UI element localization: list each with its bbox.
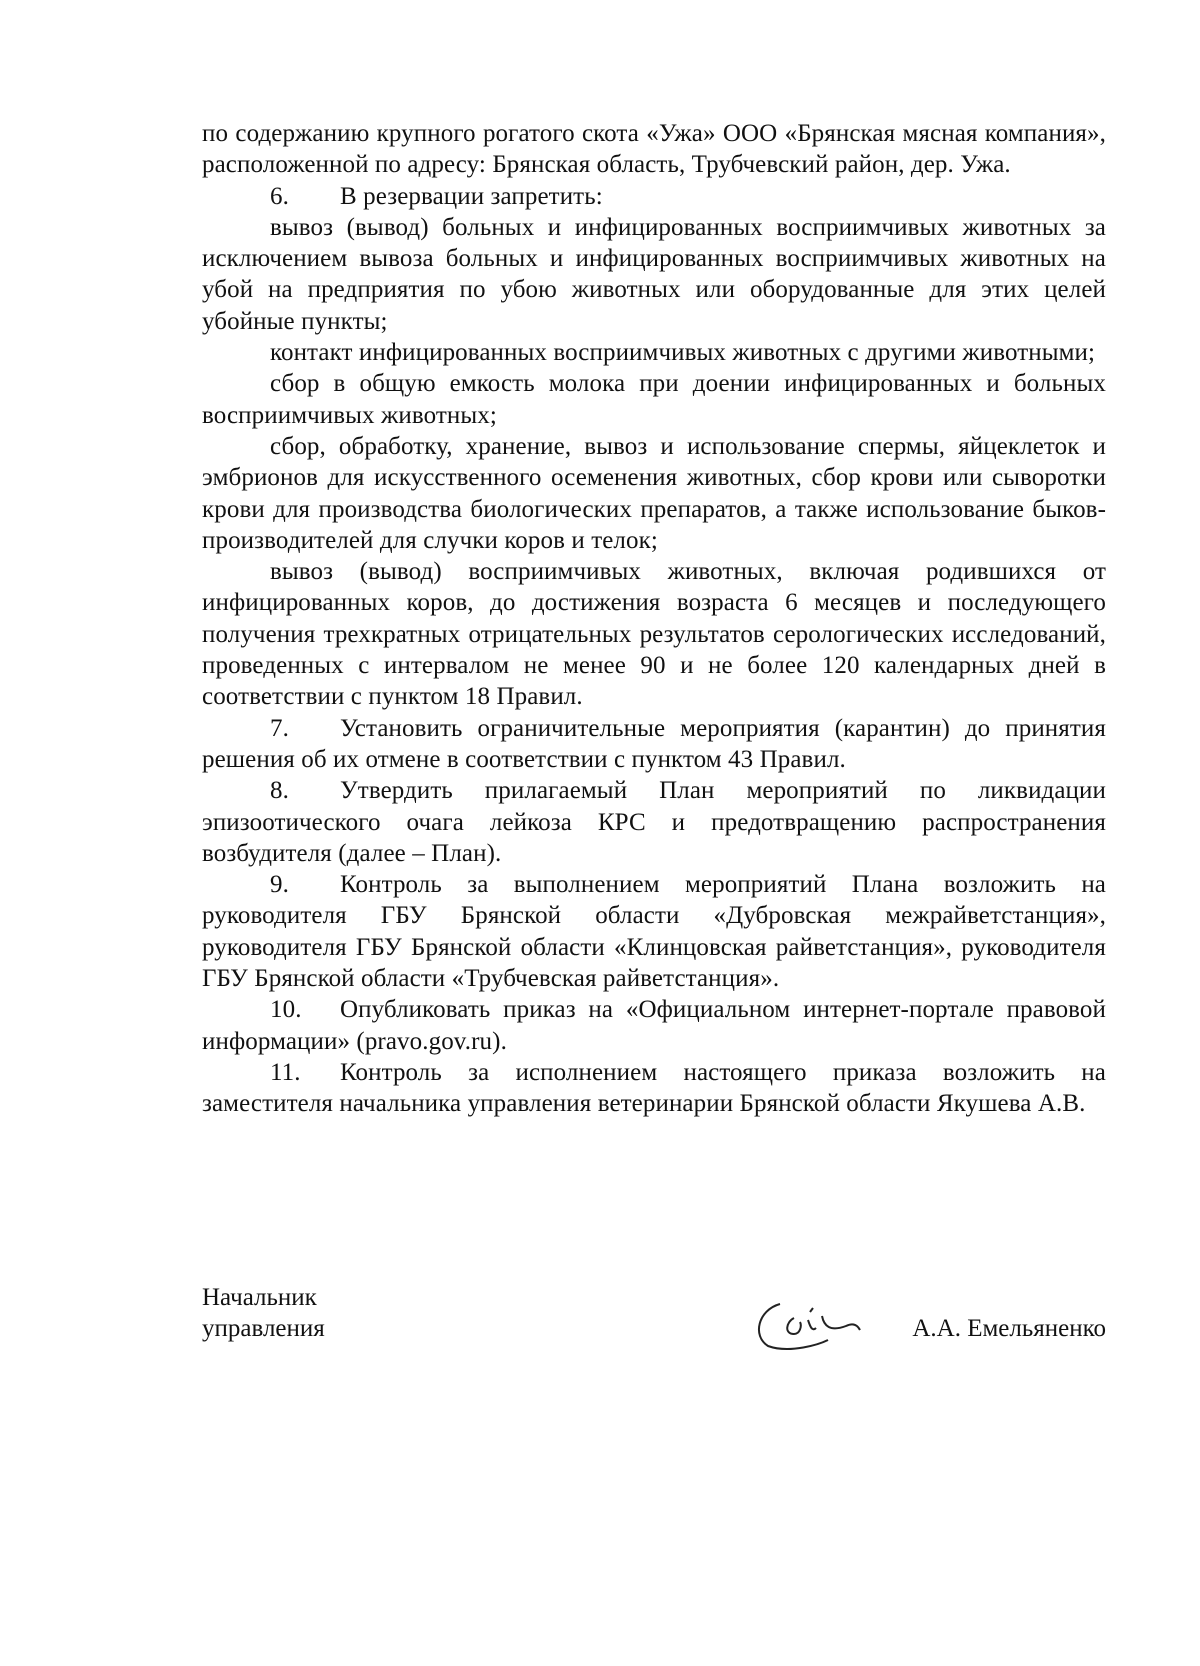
paragraph-text: вывоз (вывод) восприимчивых животных, включая родившихся от инфицированных коров, до достижения возраста 6 месяцев и последующего получения трехкратных отрицательных результатов серологических исследований, проведенных с интервалом не менее 90 и не более 120 календарных дней в соответствии с пунктом 18 Правил. <box>202 558 1106 711</box>
paragraph-number: 6. <box>270 182 289 210</box>
paragraph <box>202 181 1106 212</box>
paragraph-number: 7. <box>270 714 289 742</box>
signatory-title <box>202 1282 325 1345</box>
paragraph <box>202 775 1106 869</box>
paragraph <box>202 337 1106 368</box>
paragraph-text: Контроль за выполнением мероприятий Плана возложить на руководителя ГБУ Брянской области «Дубровская межрайветстанция», руководителя ГБУ Брянской области «Клинцовская райветстанция», руководителя ГБУ Брянской области «Трубчевская райветстанция». <box>202 871 1106 993</box>
paragraph <box>202 212 1106 337</box>
paragraph <box>202 713 1106 776</box>
paragraph <box>202 869 1106 994</box>
paragraph-text: Опубликовать приказ на «Официальном интернет-портале правовой информации» (pravo.gov.ru). <box>202 996 1106 1055</box>
paragraph <box>202 556 1106 712</box>
paragraph-text: вывоз (вывод) больных и инфицированных восприимчивых животных за исключением вывоза больных и инфицированных восприимчивых животных на убой на предприятия по убою животных или оборудованные для этих целей убойные пункты; <box>202 213 1106 335</box>
paragraph-text: Утвердить прилагаемый План мероприятий по ликвидации эпизоотического очага лейкоза КРС и предотвращению распространения возбудителя (далее – План). <box>202 777 1106 867</box>
paragraph <box>202 118 1106 181</box>
signature-block <box>202 1282 1106 1362</box>
paragraph-text: сбор в общую емкость молока при доении инфицированных и больных восприимчивых животных; <box>202 370 1106 429</box>
handwritten-signature <box>750 1296 870 1356</box>
paragraph-number: 10. <box>270 996 302 1024</box>
signatory-name: А.А. Емельяненко <box>912 1315 1106 1342</box>
paragraph <box>202 368 1106 431</box>
paragraph-number: 8. <box>270 777 289 805</box>
paragraph <box>202 1057 1106 1120</box>
paragraph-text: контакт инфицированных восприимчивых животных с другими животными; <box>270 339 1096 367</box>
paragraph-text: сбор, обработку, хранение, вывоз и использование спермы, яйцеклеток и эмбрионов для искусственного осеменения животных, сбор крови или сыворотки крови для производства биологических препаратов, а также использование быков-производителей для случки коров и телок; <box>202 432 1106 554</box>
paragraph-text: Контроль за исполнением настоящего приказа возложить на заместителя начальника управления ветеринарии Брянской области Якушева А.В. <box>202 1058 1106 1118</box>
signatory-title-line-2: управления <box>202 1315 325 1343</box>
document-body <box>202 118 1106 1120</box>
paragraph <box>202 431 1106 556</box>
paragraph <box>202 994 1106 1057</box>
paragraph-text: В резервации запретить: <box>340 182 603 210</box>
paragraph-text: Установить ограничительные мероприятия (карантин) до принятия решения об их отмене в соответствии с пунктом 43 Правил. <box>202 714 1106 773</box>
signatory-title-line-1: Начальник <box>202 1284 317 1311</box>
paragraph-number: 9. <box>270 871 289 899</box>
paragraph-text: по содержанию крупного рогатого скота «Ужа» ООО «Брянская мясная компания», расположенной по адресу: Брянская область, Трубчевский район, дер. Ужа. <box>202 120 1106 179</box>
paragraph-number: 11. <box>270 1058 301 1086</box>
